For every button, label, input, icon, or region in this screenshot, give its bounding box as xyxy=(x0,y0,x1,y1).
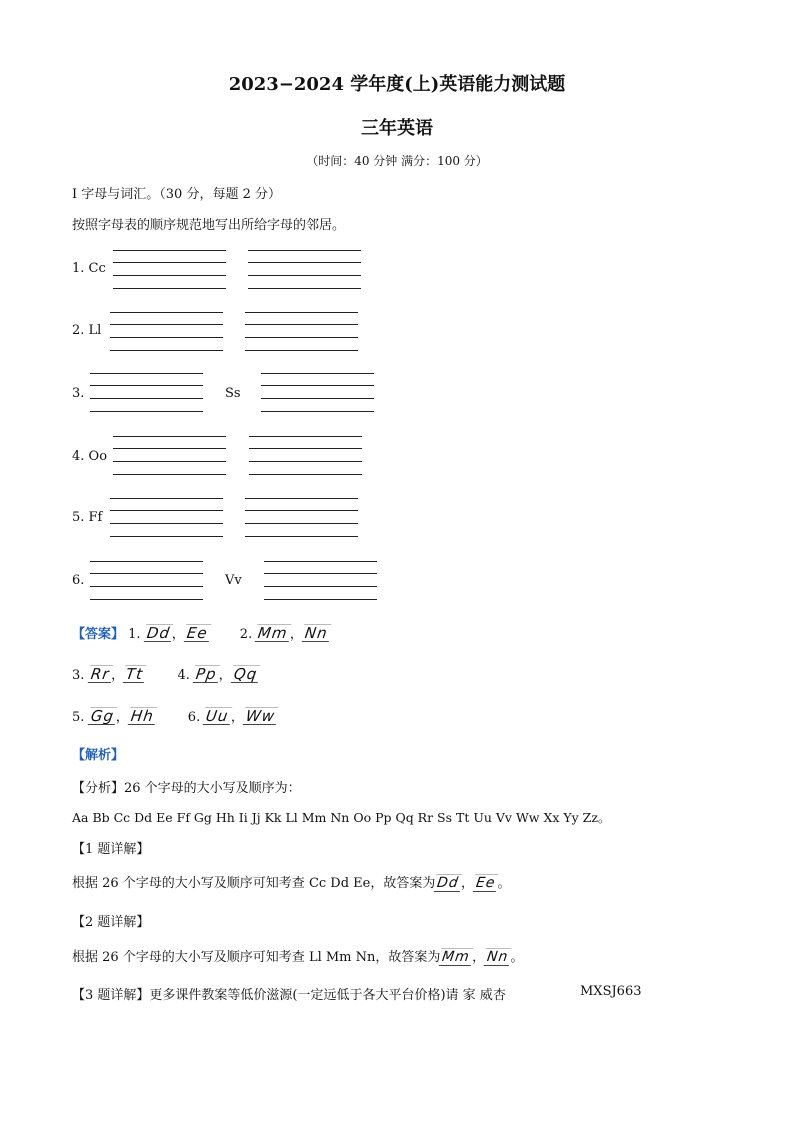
section-instruction: 按照字母表的顺序规范地写出所给字母的邻居。 xyxy=(72,218,346,233)
answer-num: 6. xyxy=(187,710,201,725)
question-3-label: 3. xyxy=(72,386,85,401)
answer-row-1 xyxy=(72,623,330,642)
alphabet-sequence: Aa Bb Cc Dd Ee Ff Gg Hh Ii Jj Kk Ll Mm Nn Oo Pp Qq Rr Ss Tt Uu Vv Ww Xx Yy Zz。 xyxy=(72,810,611,825)
question-2-label: 2. Ll xyxy=(72,323,102,338)
answer-num: 1. xyxy=(128,627,141,642)
detail-3-code: MXSJ663 xyxy=(580,984,642,999)
answer-num: 3. xyxy=(72,668,85,683)
analysis-intro: 【分析】26 个字母的大小写及顺序为： xyxy=(72,781,301,796)
q1-blank-right[interactable] xyxy=(248,250,361,290)
answer-row-2 xyxy=(72,664,259,683)
detail-1-text xyxy=(72,872,511,892)
analysis-tag: 【解析】 xyxy=(72,748,125,763)
answer-separator: ， xyxy=(218,668,232,683)
question-4-label: 4. Oo xyxy=(72,449,108,464)
q5-blank-right[interactable] xyxy=(245,498,358,538)
question-3-given-letter: Ss xyxy=(225,386,241,401)
answer-row-3 xyxy=(72,706,277,725)
page-title: 2023−2024 学年度(上)英语能力测试题 xyxy=(228,74,566,95)
q6-blank-right[interactable] xyxy=(264,561,377,601)
detail-2-text xyxy=(72,946,524,966)
detail-3-line xyxy=(72,984,506,1003)
handwritten-answer: Mm xyxy=(439,948,473,966)
handwritten-answer: Ee xyxy=(473,874,499,892)
detail-1-heading: 【1 题详解】 xyxy=(72,842,150,857)
question-6-given-letter: Vv xyxy=(225,573,242,588)
answer-num: 5. xyxy=(72,710,85,725)
sentence-end: 。 xyxy=(497,876,511,891)
q4-blank-left[interactable] xyxy=(113,436,226,476)
handwritten-answer: Uu xyxy=(205,707,231,725)
handwritten-answer: Pp xyxy=(194,665,218,683)
q6-blank-left[interactable] xyxy=(90,561,203,601)
handwritten-answer: Nn xyxy=(484,948,512,966)
page-subtitle: 三年英语 xyxy=(361,118,433,139)
handwritten-answer: Nn xyxy=(303,624,329,642)
handwritten-answer: Rr xyxy=(89,665,111,683)
q5-blank-left[interactable] xyxy=(110,498,223,538)
answer-num: 4. xyxy=(177,668,190,683)
answer-tag: 【答案】 xyxy=(72,627,125,642)
answer-separator: ， xyxy=(472,950,486,965)
answer-separator: ， xyxy=(461,876,475,891)
question-1-label: 1. Cc xyxy=(72,261,106,276)
handwritten-answer: Gg xyxy=(89,707,115,725)
answer-separator: ， xyxy=(171,627,185,642)
sentence-end: 。 xyxy=(510,950,524,965)
section-heading: I 字母与词汇。（30 分，每题 2 分） xyxy=(72,187,281,202)
q4-blank-right[interactable] xyxy=(249,436,362,476)
q2-blank-right[interactable] xyxy=(245,312,358,352)
answer-separator: ， xyxy=(230,710,244,725)
detail-3-text: 更多课件教案等低价滋源(一定远低于各大平台价格)请 家 威杏 xyxy=(149,988,506,1003)
question-5-label: 5. Ff xyxy=(72,510,103,525)
answer-separator: ， xyxy=(115,710,129,725)
answer-separator: ， xyxy=(289,627,303,642)
handwritten-answer: Mm xyxy=(257,624,290,642)
handwritten-answer: Dd xyxy=(145,624,172,642)
detail-2-heading: 【2 题详解】 xyxy=(72,915,150,930)
answer-num: 2. xyxy=(239,627,253,642)
q3-blank-right[interactable] xyxy=(261,373,374,413)
detail-3-heading: 【3 题详解】 xyxy=(72,988,150,1003)
answer-separator: ， xyxy=(111,668,125,683)
question-6-label: 6. xyxy=(72,573,85,588)
q2-blank-left[interactable] xyxy=(110,312,223,352)
handwritten-answer: Dd xyxy=(434,874,462,892)
handwritten-answer: Ww xyxy=(244,707,277,725)
exam-meta: （时间：40 分钟 满分：100 分） xyxy=(306,154,488,168)
handwritten-answer: Qq xyxy=(232,665,259,683)
detail-1-sentence: 根据 26 个字母的大小写及顺序可知考查 Cc Dd Ee，故答案为 xyxy=(72,876,436,891)
handwritten-answer: Tt xyxy=(124,665,145,683)
handwritten-answer: Ee xyxy=(185,624,209,642)
detail-2-sentence: 根据 26 个字母的大小写及顺序可知考查 Ll Mm Nn，故答案为 xyxy=(72,950,441,965)
q3-blank-left[interactable] xyxy=(90,373,203,413)
handwritten-answer: Hh xyxy=(129,707,155,725)
q1-blank-left[interactable] xyxy=(113,250,226,290)
